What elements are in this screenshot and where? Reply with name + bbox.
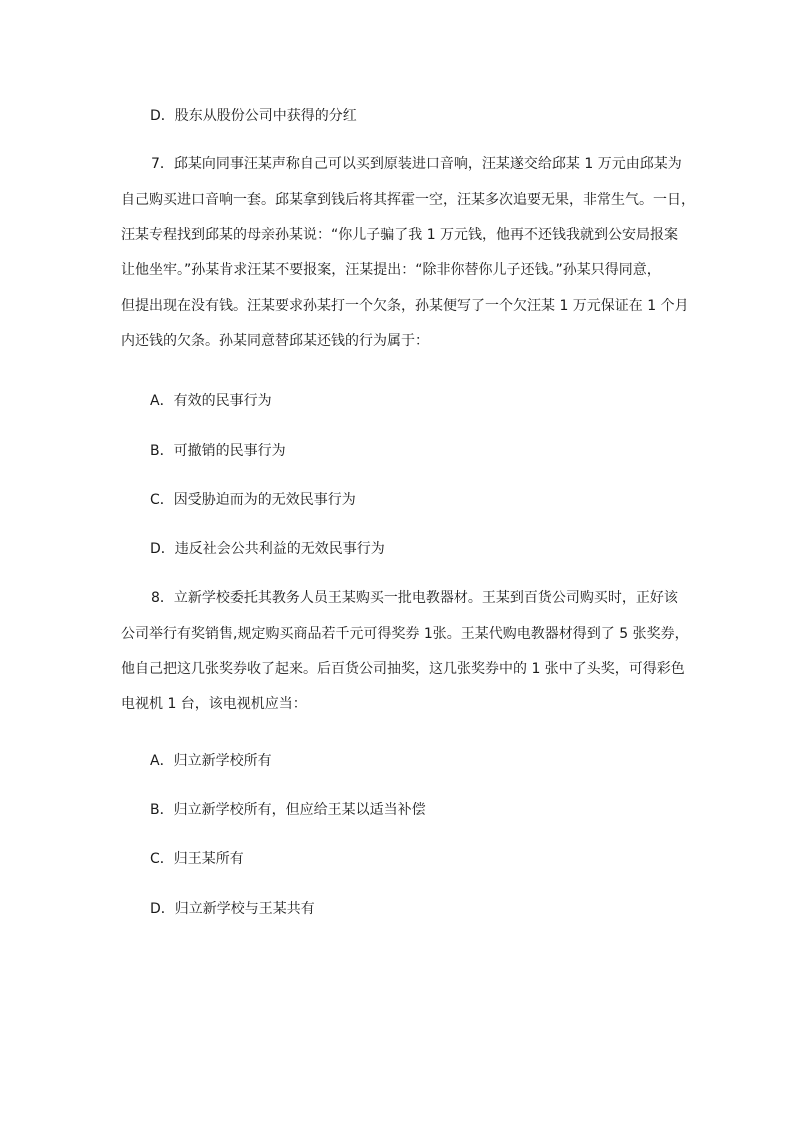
question-7-text-line: 7．邱某向同事汪某声称自己可以买到原装进口音响，汪某遂交给邱某 1 万元由邱某为 bbox=[151, 156, 682, 172]
question-8-option-c: C．归王某所有 bbox=[150, 851, 244, 867]
question-8-text-line: 电视机 1 台，该电视机应当： bbox=[121, 696, 307, 712]
question-8-text-line: 公司举行有奖销售,规定购买商品若千元可得奖券 1张。王某代购电教器材得到了 5 张奖券， bbox=[121, 626, 689, 642]
question-8-option-d: D．归立新学校与王某共有 bbox=[150, 901, 315, 917]
question-7-text-line: 但提出现在没有钱。汪某要求孙某打一个欠条，孙某便写了一个欠汪某 1 万元保证在 1 个月 bbox=[121, 298, 689, 314]
question-7-text-line: 汪某专程找到邱某的母亲孙某说：“你儿子骗了我 1 万元钱，他再不还钱我就到公安局报案 bbox=[121, 227, 679, 243]
question-7-option-c: C．因受胁迫而为的无效民事行为 bbox=[150, 492, 356, 508]
question-7-option-a: A．有效的民事行为 bbox=[150, 393, 272, 409]
q6-option-d: D．股东从股份公司中获得的分红 bbox=[150, 108, 357, 124]
question-7-text-line: 内还钱的欠条。孙某同意替邱某还钱的行为属于： bbox=[121, 333, 429, 349]
question-7-option-b: B．可撤销的民事行为 bbox=[150, 443, 286, 459]
question-7-option-d: D．违反社会公共利益的无效民事行为 bbox=[150, 541, 385, 557]
question-8-option-a: A．归立新学校所有 bbox=[150, 753, 272, 769]
question-8-text-line: 他自己把这几张奖券收了起来。后百货公司抽奖，这几张奖券中的 1 张中了头奖，可得彩色 bbox=[121, 661, 685, 677]
question-8-option-b: B．归立新学校所有，但应给王某以适当补偿 bbox=[150, 802, 426, 818]
question-7-text-line: 让他坐牢。”孙某肯求汪某不要报案，汪某提出：“除非你替你儿子还钱。”孙某只得同意， bbox=[121, 262, 661, 278]
question-8-text-line: 8．立新学校委托其教务人员王某购买一批电教器材。王某到百货公司购买时，正好该 bbox=[151, 590, 678, 606]
question-7-text-line: 自己购买进口音响一套。邱某拿到钱后将其挥霍一空，汪某多次追要无果，非常生气。一日， bbox=[121, 192, 695, 208]
